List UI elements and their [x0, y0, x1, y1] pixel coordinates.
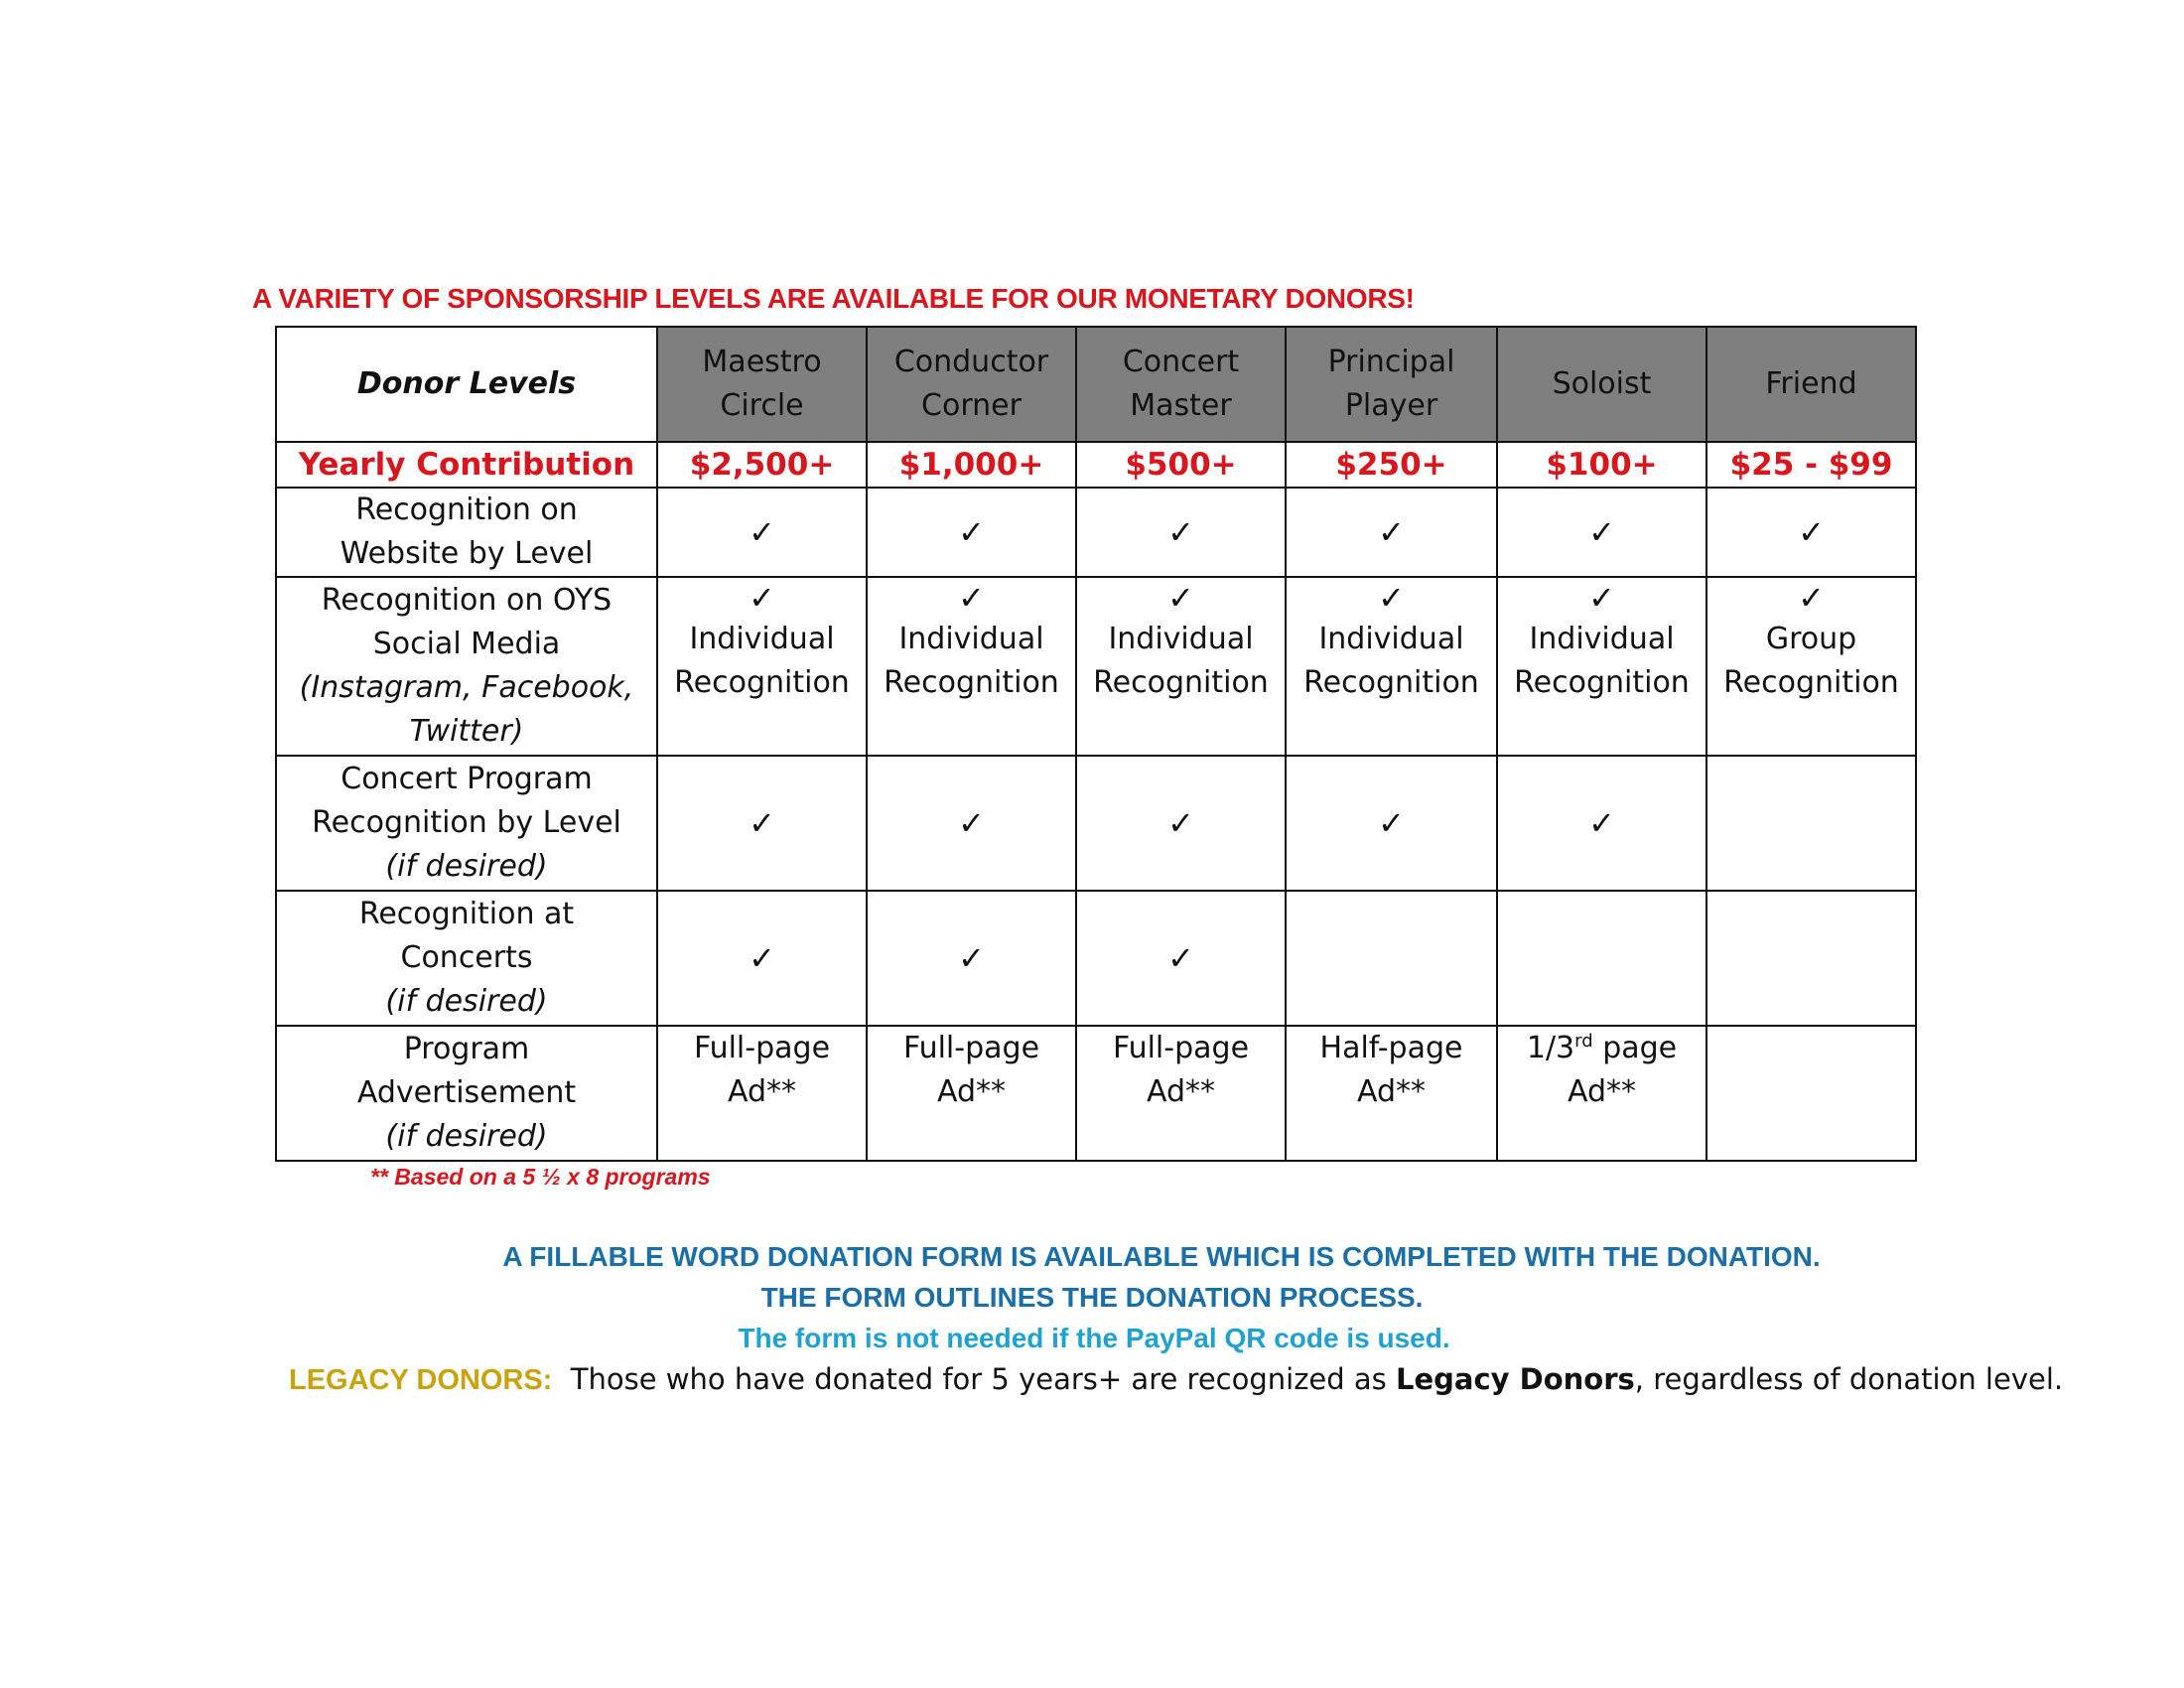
check-icon: ✓ [958, 579, 985, 617]
form-notice-line1: A FILLABLE WORD DONATION FORM IS AVAILABLE WHICH IS COMPLETED WITH THE DONATION. [502, 1241, 1821, 1272]
social-cell: ✓ Individual Recognition [1076, 577, 1286, 756]
check-cell [1076, 756, 1286, 891]
check-cell [1706, 488, 1916, 577]
check-cell [1076, 891, 1286, 1026]
ads-row [276, 1026, 1916, 1161]
empty-cell [1706, 1026, 1916, 1161]
row-label: Concert Program Recognition by Level (if desired) [276, 756, 657, 891]
check-icon: ✓ [749, 513, 775, 551]
check-cell [1286, 488, 1497, 577]
check-cell [657, 891, 867, 1026]
sponsorship-table [275, 326, 1917, 1162]
check-cell [657, 756, 867, 891]
check-cell [657, 488, 867, 577]
amount-cell: $500+ [1076, 442, 1286, 488]
check-icon: ✓ [958, 804, 985, 842]
check-icon: ✓ [749, 939, 775, 977]
check-icon: ✓ [1588, 579, 1615, 617]
check-cell [1497, 488, 1706, 577]
social-cell: ✓ Individual Recognition [657, 577, 867, 756]
header-row [276, 327, 1916, 442]
check-icon: ✓ [1378, 513, 1405, 551]
check-cell [1497, 756, 1706, 891]
legacy-label: LEGACY DONORS: [289, 1364, 553, 1396]
check-icon: ✓ [1588, 513, 1615, 551]
footnote: ** Based on a 5 ½ x 8 programs [370, 1164, 711, 1190]
ad-cell: Full-page Ad** [657, 1026, 867, 1161]
row-label: Recognition at Concerts (if desired) [276, 891, 657, 1026]
check-icon: ✓ [1588, 804, 1615, 842]
empty-cell [1497, 891, 1706, 1026]
level-principal-player: Principal Player [1286, 327, 1497, 442]
social-cell: ✓ Individual Recognition [867, 577, 1076, 756]
social-cell: ✓ Group Recognition [1706, 577, 1916, 756]
row-label: Recognition on Website by Level [276, 488, 657, 577]
legacy-donors-note: LEGACY DONORS: Those who have donated for 5 years+ are recognized as Legacy Donors, regardless of donation level. [289, 1362, 2064, 1396]
form-notice-line2: THE FORM OUTLINES THE DONATION PROCESS. [760, 1282, 1424, 1313]
check-cell [1076, 488, 1286, 577]
amount-cell: $100+ [1497, 442, 1706, 488]
check-cell [867, 891, 1076, 1026]
check-icon: ✓ [1167, 513, 1194, 551]
check-cell [867, 756, 1076, 891]
contribution-label: Yearly Contribution [276, 442, 657, 488]
amount-cell: $25 - $99 [1706, 442, 1916, 488]
row-label: Program Advertisement (if desired) [276, 1026, 657, 1161]
social-cell: ✓ Individual Recognition [1497, 577, 1706, 756]
amount-cell: $250+ [1286, 442, 1497, 488]
check-icon: ✓ [749, 579, 775, 617]
ad-cell: 1/3rd page Ad** [1497, 1026, 1706, 1161]
program-row [276, 756, 1916, 891]
check-cell [1286, 756, 1497, 891]
empty-cell [1706, 756, 1916, 891]
check-icon: ✓ [1167, 939, 1194, 977]
check-icon: ✓ [749, 804, 775, 842]
social-row [276, 577, 1916, 756]
empty-cell [1286, 891, 1497, 1026]
check-icon: ✓ [1798, 579, 1825, 617]
check-icon: ✓ [1167, 804, 1194, 842]
form-notice-line3: The form is not needed if the PayPal QR code is used. [738, 1323, 1450, 1353]
check-icon: ✓ [1378, 804, 1405, 842]
level-friend: Friend [1706, 327, 1916, 442]
check-icon: ✓ [958, 513, 985, 551]
ad-cell: Full-page Ad** [867, 1026, 1076, 1161]
check-icon: ✓ [1378, 579, 1405, 617]
check-cell [867, 488, 1076, 577]
check-icon: ✓ [958, 939, 985, 977]
amount-cell: $1,000+ [867, 442, 1076, 488]
ad-cell: Full-page Ad** [1076, 1026, 1286, 1161]
concerts-row [276, 891, 1916, 1026]
contribution-row [276, 442, 1916, 488]
social-cell: ✓ Individual Recognition [1286, 577, 1497, 756]
amount-cell: $2,500+ [657, 442, 867, 488]
level-concert-master: Concert Master [1076, 327, 1286, 442]
check-icon: ✓ [1798, 513, 1825, 551]
empty-cell [1706, 891, 1916, 1026]
headline: A VARIETY OF SPONSORSHIP LEVELS ARE AVAILABLE FOR OUR MONETARY DONORS! [252, 283, 1415, 314]
ad-cell: Half-page Ad** [1286, 1026, 1497, 1161]
donor-levels-label: Donor Levels [276, 327, 657, 442]
level-soloist: Soloist [1497, 327, 1706, 442]
row-label: Recognition on OYS Social Media (Instagram, Facebook, Twitter) [276, 577, 657, 756]
level-maestro-circle: Maestro Circle [657, 327, 867, 442]
level-conductor-corner: Conductor Corner [867, 327, 1076, 442]
website-row [276, 488, 1916, 577]
check-icon: ✓ [1167, 579, 1194, 617]
